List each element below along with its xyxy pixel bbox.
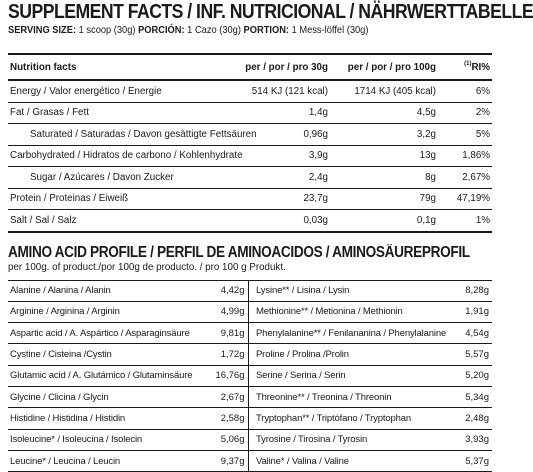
nutrient-per100: 1714 KJ (405 kcal) — [330, 80, 438, 102]
amino-name-left: Glycine / Clicina / Glycin — [8, 386, 208, 407]
nutrient-name: Protein / Proteinas / Eiweiß — [8, 188, 222, 210]
amino-name-right: Serine / Serina / Serin — [254, 365, 450, 386]
amino-value-left: 16,76g — [208, 365, 248, 386]
amino-value-left: 9,81g — [208, 323, 248, 344]
serving-size-value: 1 scoop (30g) — [76, 25, 138, 36]
label-title: SUPPLEMENT FACTS / INF. NUTRICIONAL / NÄHRWERTTABELLE — [8, 0, 492, 24]
nutrition-row-saturated — [8, 124, 492, 146]
amino-row — [8, 386, 492, 407]
nutrient-name: Salt / Sal / Salz — [8, 210, 222, 232]
nutrient-per30: 2,4g — [222, 167, 330, 189]
amino-value-right: 5,20g — [450, 365, 492, 386]
supplement-facts-label — [8, 0, 492, 472]
amino-row — [8, 408, 492, 429]
portion-label: PORTION: — [244, 25, 289, 36]
amino-value-left: 9,37g — [208, 450, 248, 471]
amino-value-left: 4,42g — [208, 280, 248, 301]
nutrient-name: Carbohydrated / Hidratos de carbono / Kohlenhydrate — [8, 145, 222, 167]
amino-value-right: 2,48g — [450, 408, 492, 429]
amino-name-left: Aspartic acid / A. Aspártico / Asparaginsäure — [8, 323, 208, 344]
nutrition-header-row — [8, 54, 492, 80]
nutrient-name: Sugar / Azúcares / Davon Zucker — [8, 167, 222, 189]
amino-value-left: 4,99g — [208, 301, 248, 322]
nutrient-ri: 2,67% — [438, 167, 492, 189]
amino-row — [8, 344, 492, 365]
amino-value-right: 5,37g — [450, 450, 492, 471]
nutrition-header-name: Nutrition facts — [8, 54, 222, 80]
nutrient-name: Fat / Grasas / Fett — [8, 102, 222, 124]
amino-value-left: 2,58g — [208, 408, 248, 429]
nutrient-ri: 1,86% — [438, 145, 492, 167]
amino-name-left: Arginine / Arginina / Arginin — [8, 301, 208, 322]
nutrient-ri: 1% — [438, 210, 492, 232]
amino-value-left: 2,67g — [208, 386, 248, 407]
porcion-value: 1 Cazo (30g) — [185, 25, 244, 36]
amino-value-right: 8,28g — [450, 280, 492, 301]
serving-size-line — [8, 24, 492, 37]
amino-profile-subtitle: per 100g. of product./por 100g de producto. / pro 100 g Produkt. — [8, 262, 492, 274]
amino-name-left: Isoleucine* / Isoleucina / Isolecin — [8, 429, 208, 450]
nutrient-per30: 514 KJ (121 kcal) — [222, 80, 330, 102]
amino-value-left: 1,72g — [208, 344, 248, 365]
amino-acid-table — [8, 280, 492, 472]
nutrition-header-ri — [438, 54, 492, 80]
nutrient-ri: 5% — [438, 124, 492, 146]
ri-footnote-marker: (1) — [464, 61, 471, 67]
amino-name-right: Threonine** / Treonina / Threonin — [254, 386, 450, 407]
ri-label: RI% — [471, 62, 490, 73]
portion-value: 1 Mess-löffel (30g) — [289, 25, 368, 36]
amino-row — [8, 301, 492, 322]
nutrition-row-protein — [8, 188, 492, 210]
amino-name-right: Tryptophan** / Triptófano / Tryptophan — [254, 408, 450, 429]
amino-name-left: Histidine / Histidina / Histidin — [8, 408, 208, 429]
amino-name-right: Methionine** / Metionina / Methionin — [254, 301, 450, 322]
amino-value-left: 5,06g — [208, 429, 248, 450]
amino-profile-title: AMINO ACID PROFILE / PERFIL DE AMINOACIDOS / AMINOSÄUREPROFIL — [8, 244, 501, 262]
amino-row — [8, 323, 492, 344]
nutrient-per100: 13g — [330, 145, 438, 167]
amino-value-right: 5,34g — [450, 386, 492, 407]
nutrition-row-fat — [8, 102, 492, 124]
nutrition-table — [8, 53, 492, 233]
nutrient-per100: 4,5g — [330, 102, 438, 124]
nutrition-row-energy — [8, 80, 492, 102]
amino-value-right: 1,91g — [450, 301, 492, 322]
amino-name-left: Alanine / Alanina / Alanin — [8, 280, 208, 301]
nutrient-per30: 23,7g — [222, 188, 330, 210]
nutrient-per30: 3,9g — [222, 145, 330, 167]
amino-value-right: 5,57g — [450, 344, 492, 365]
nutrient-name: Saturated / Saturadas / Davon gesättigte Fettsäuren — [8, 124, 222, 146]
nutrient-name: Energy / Valor energético / Energie — [8, 80, 222, 102]
amino-name-right: Phenylalanine** / Fenilananina / Phenylalanine — [254, 323, 450, 344]
amino-value-right: 4,54g — [450, 323, 492, 344]
nutrient-per100: 8g — [330, 167, 438, 189]
nutrient-per30: 1,4g — [222, 102, 330, 124]
amino-row — [8, 429, 492, 450]
nutrition-header-per100: per / por / pro 100g — [330, 54, 438, 80]
amino-name-right: Tyrosine / Tirosina / Tyrosin — [254, 429, 450, 450]
nutrient-per100: 3,2g — [330, 124, 438, 146]
serving-size-label: SERVING SIZE: — [8, 25, 76, 36]
nutrient-per100: 0,1g — [330, 210, 438, 232]
nutrient-per30: 0,03g — [222, 210, 330, 232]
amino-row — [8, 365, 492, 386]
amino-name-right: Valine* / Valina / Valine — [254, 450, 450, 471]
amino-name-right: Lysine** / Lisina / Lysin — [254, 280, 450, 301]
amino-name-left: Cystine / Cisteina /Cystin — [8, 344, 208, 365]
nutrition-header-per30: per / por / pro 30g — [222, 54, 330, 80]
nutrition-row-carbohydrate — [8, 145, 492, 167]
nutrient-per30: 0,96g — [222, 124, 330, 146]
amino-name-right: Proline / Prolina /Prolin — [254, 344, 450, 365]
nutrient-per100: 79g — [330, 188, 438, 210]
nutrient-ri: 47,19% — [438, 188, 492, 210]
amino-name-left: Glutamic acid / A. Glutámico / Glutaminsäure — [8, 365, 208, 386]
nutrition-row-sugar — [8, 167, 492, 189]
amino-row — [8, 280, 492, 301]
amino-row — [8, 450, 492, 471]
nutrient-ri: 2% — [438, 102, 492, 124]
amino-name-left: Leucine* / Leucina / Leucin — [8, 450, 208, 471]
porcion-label: PORCIÓN: — [138, 25, 185, 36]
nutrient-ri: 6% — [438, 80, 492, 102]
amino-value-right: 3,93g — [450, 429, 492, 450]
nutrition-row-salt — [8, 210, 492, 232]
